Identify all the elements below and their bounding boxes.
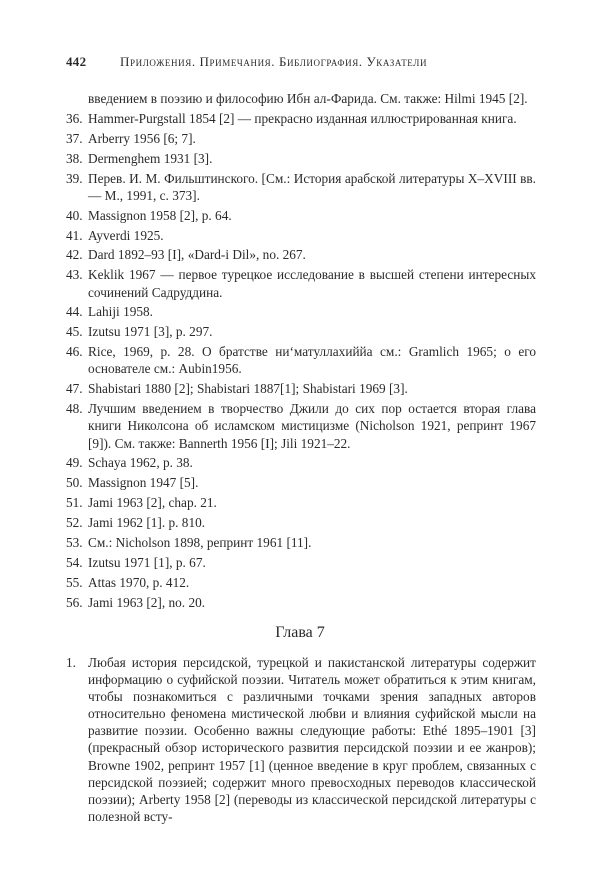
note-number: 54. (66, 554, 83, 570)
note-text: Jami 1962 [1]. p. 810. (88, 515, 206, 531)
note-text: Hammer-Purgstall 1854 [2] — прекрасно изданная иллюстрированная книга. (88, 110, 517, 126)
note-number: 41. (66, 227, 83, 243)
note-number: 36. (66, 110, 83, 126)
note-number: 49. (66, 455, 83, 471)
note-number: 45. (66, 324, 83, 340)
note-41 (66, 227, 536, 244)
note-number: 42. (66, 247, 83, 263)
note-number: 38. (66, 150, 83, 166)
note-text: Lahiji 1958. (88, 304, 153, 320)
note-text: Schaya 1962, p. 38. (88, 455, 193, 471)
note-55 (66, 574, 536, 591)
note-40 (66, 207, 536, 224)
note-text: Massignon 1958 [2], p. 64. (88, 207, 232, 223)
note-text: См.: Nicholson 1898, репринт 1961 [11]. (88, 535, 312, 551)
note-48 (66, 400, 536, 452)
note-text: Jami 1963 [2], chap. 21. (88, 495, 217, 511)
note-text: Keklik 1967 — первое турецкое исследование в высшей степени интересных сочинений Садруддина. (88, 267, 536, 300)
note-43 (66, 266, 536, 300)
note-38 (66, 150, 536, 167)
note-text: Dard 1892–93 [I], «Dard-i Dil», no. 267. (88, 247, 306, 263)
note-56 (66, 594, 536, 611)
note-45 (66, 323, 536, 340)
page-header (66, 53, 536, 71)
note-37 (66, 130, 536, 147)
note-text: Izutsu 1971 [1], p. 67. (88, 554, 206, 570)
note-text: Перев. И. М. Фильштинского. [См.: История арабской литературы X–XVIII вв. — М., 1991, с. 373]. (88, 170, 536, 203)
note-text: Любая история персидской, турецкой и пакистанской литературы содержит информацию о суфийской поэзии. Читатель может обратиться к этим книгам, чтобы познакомиться с различными точками зрения западных авторов относительно феномена мистической любви и влияния суфийской мысли на развитие поэзии. Особенно важны следующие работы: Ethé 1895–1901 [3] (прекрасный обзор исторического развития персидской поэзии и ее жанров); Browne 1902, репринт 1957 [1] (ценное введение в круг проблем, связанных с персидской поэзией; содержит много превосходных переводов классической поэзии); Arberty 1958 [2] (переводы из классической персидской литературы с полезной всту- (88, 655, 536, 824)
note-number: 55. (66, 574, 83, 590)
chapter-heading: Глава 7 (275, 624, 325, 641)
note-text: Ayverdi 1925. (88, 227, 164, 243)
note-text: Arberry 1956 [6; 7]. (88, 130, 196, 146)
note-44 (66, 303, 536, 320)
note-36 (66, 110, 536, 127)
note-number: 37. (66, 130, 83, 146)
note-number: 44. (66, 304, 83, 320)
note-text: Shabistari 1880 [2]; Shabistari 1887[1]; Shabistari 1969 [3]. (88, 381, 408, 397)
note-39 (66, 170, 536, 204)
note-number: 56. (66, 594, 83, 610)
chapter-7-notes (66, 654, 536, 828)
note-42 (66, 246, 536, 263)
note-number: 52. (66, 515, 83, 531)
note-46 (66, 343, 536, 377)
note-number: 43. (66, 267, 83, 283)
note-50 (66, 474, 536, 491)
note-number: 51. (66, 495, 83, 511)
note-text: Лучшим введением в творчество Джили до сих пор остается вторая глава книги Николсона об исламском мистицизме (Nicholson 1921, репринт 1967 [9]). См. также: Bannerth 1956 [I]; Jili 1921–22. (88, 401, 536, 451)
note-number: 48. (66, 401, 83, 417)
note-text: Attas 1970, p. 412. (88, 574, 190, 590)
note-text: Rice, 1969, p. 28. О братстве ни‘матуллахиййа см.: Gramlich 1965; о его основателе см.: Aubin1956. (88, 344, 536, 377)
notes-list-previous-chapter (66, 90, 536, 614)
note-number: 1. (66, 655, 76, 670)
note-number: 39. (66, 170, 83, 186)
note-number: 53. (66, 535, 83, 551)
chapter7-note-1 (66, 654, 536, 825)
note-52 (66, 514, 536, 531)
note-text: Izutsu 1971 [3], p. 297. (88, 324, 213, 340)
note-53 (66, 534, 536, 551)
note-continuation (66, 90, 536, 107)
note-text: Massignon 1947 [5]. (88, 475, 199, 491)
note-number: 50. (66, 475, 83, 491)
note-47 (66, 380, 536, 397)
note-54 (66, 554, 536, 571)
page-number: 442 (66, 54, 87, 69)
running-title: Приложения. Примечания. Библиография. Указатели (120, 54, 428, 69)
note-51 (66, 494, 536, 511)
note-number: 47. (66, 381, 83, 397)
note-text: Dermenghem 1931 [3]. (88, 150, 213, 166)
note-number: 40. (66, 207, 83, 223)
note-number: 46. (66, 344, 83, 360)
note-text: Jami 1963 [2], no. 20. (88, 594, 206, 610)
note-49 (66, 454, 536, 471)
note-text: введением в поэзию и философию Ибн ал-Фарида. См. также: Hilmi 1945 [2]. (88, 91, 528, 106)
